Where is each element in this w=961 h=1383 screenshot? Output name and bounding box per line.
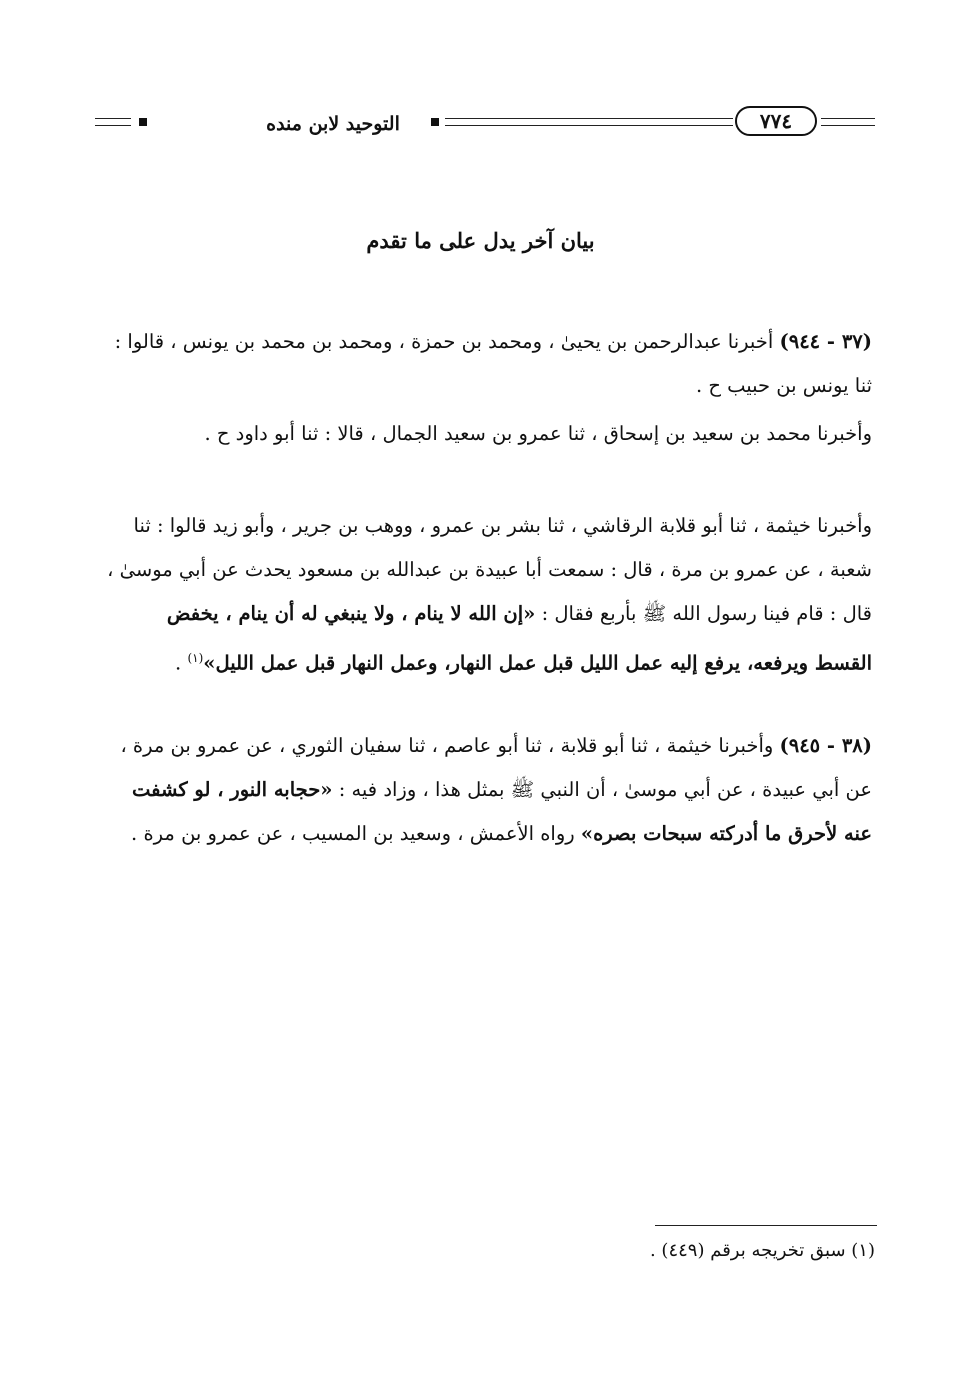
section-title: بيان آخر يدل على ما تقدم (366, 228, 595, 253)
hadith-number: (٣٨ - ٩٤٥) (779, 734, 872, 757)
header-square (139, 118, 147, 126)
isnad-paragraph (104, 504, 872, 686)
footnote-separator (655, 1225, 877, 1226)
hadith-paragraph (104, 724, 872, 856)
book-title: التوحيد لابن منده (266, 113, 400, 135)
footnote: (١) سبق تخريجه برقم (٤٤٩) . (649, 1240, 875, 1261)
header-rule (821, 118, 875, 119)
header-rule (445, 125, 733, 126)
page-number: ٧٧٤ (735, 106, 817, 136)
hadith-number: (٣٧ - ٩٤٤) (779, 330, 872, 353)
header-rule (821, 125, 875, 126)
header-rule (95, 118, 131, 119)
footnote-marker: (١) (187, 651, 204, 665)
header-rule (445, 118, 733, 119)
running-header (95, 104, 875, 144)
hadith-quote: «حجابه النور ، لو كشفت عنه لأحرق ما أدركته سبحات بصره» (131, 778, 872, 845)
isnad-text: رواه الأعمش ، وسعيد بن المسيب ، عن عمرو بن مرة . (131, 822, 575, 845)
isnad-paragraph (104, 412, 872, 456)
isnad-text: وأخبرنا خيثمة ، ثنا أبو قلابة ، ثنا أبو عاصم ، ثنا سفيان الثوري ، عن عمرو بن مرة ، عن أبي عبيدة ، عن أبي موسىٰ ، أن النبي ﷺ بمثل هذا ، وزاد فيه : (120, 734, 872, 801)
isnad-text: أخبرنا عبدالرحمن بن يحيىٰ ، ومحمد بن حمزة ، ومحمد بن محمد بن يونس ، قالوا : ثنا يونس بن حبيب ح . (114, 330, 872, 397)
hadith-quote: «إن الله لا ينام ، ولا ينبغي له أن ينام ، يخفض القسط ويرفعه، يرفع إليه عمل الليل قبل عمل النهار، وعمل النهار قبل عمل الليل» (166, 602, 872, 675)
period: . (175, 651, 188, 675)
header-rule (95, 125, 131, 126)
isnad-text: وأخبرنا خيثمة ، ثنا أبو قلابة الرقاشي ، ثنا بشر بن عمرو ، ووهب بن جرير ، وأبو زيد قالوا : ثنا شعبة ، عن عمرو بن مرة ، قال : سمعت أبا عبيدة بن عبدالله بن مسعود يحدث عن أبي موسىٰ ، قال : قام فينا رسول الله ﷺ بأربع فقال : (107, 514, 872, 625)
isnad-text: وأخبرنا محمد بن سعيد بن إسحاق ، ثنا عمرو بن سعيد الجمال ، قالا : ثنا أبو داود ح . (204, 422, 872, 445)
header-square (431, 118, 439, 126)
hadith-paragraph (104, 320, 872, 408)
